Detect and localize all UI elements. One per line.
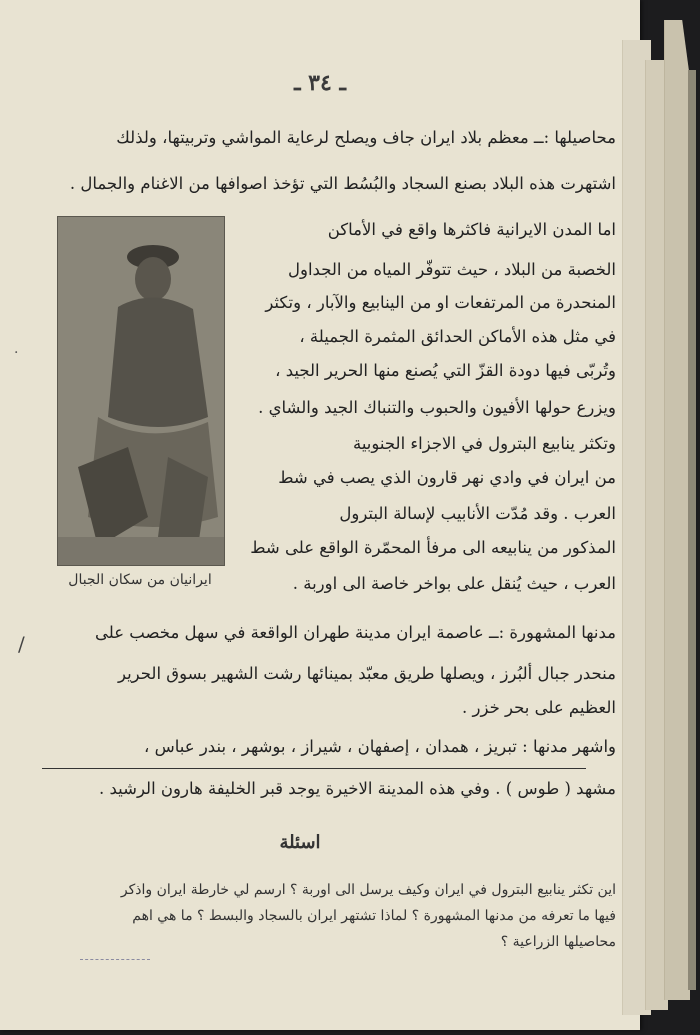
text-line: مشهد ( طوس ) . وفي هذه المدينة الاخيرة يوجد قبر الخليفة هارون الرشيد . [99,779,616,798]
pen-mark: / [18,632,25,656]
pen-dot-mark: · [14,345,19,361]
text-line: الخصبة من البلاد ، حيث تتوفّر المياه من الجداول [288,260,616,279]
photo-caption: ايرانيان من سكان الجبال [68,572,212,588]
photograph-figure [58,217,224,565]
text-line: منحدر جبال ألبُرز ، ويصلها طريق معبّد بمينائها رشت الشهير بسوق الحرير [117,664,616,683]
text-line-harvests-heading: محاصيلها :ــ معظم بلاد ايران جاف ويصلح لرعاية المواشي وتربيتها، ولذلك [116,128,616,147]
text-line: العرب ، حيث يُنقل على بواخر خاصة الى اوربة . [292,574,616,593]
text-line: وتكثر ينابيع البترول في الاجزاء الجنوبية [352,434,616,453]
text-line: ويزرع حولها الأفيون والحبوب والتنباك الجيد والشاي . [258,398,616,417]
page-number: ـ ٣٤ ـ [294,70,346,96]
book-cover-edge [688,70,696,990]
text-line: اشتهرت هذه البلاد بصنع السجاد والبُسُط التي تؤخذ اصوافها من الاغنام والجمال . [69,174,616,193]
text-line: واشهر مدنها : تبريز ، همدان ، إصفهان ، شيراز ، بوشهر ، بندر عباس ، [144,737,616,756]
page-edge [664,20,690,1000]
underline-divider [42,768,586,769]
questions-heading: اسئلة [279,832,321,853]
question-line: محاصيلها الزراعية ؟ [500,934,616,950]
text-line: العرب . وقد مُدّت الأنابيب لإسالة البترول [339,504,616,523]
text-line: وتُربّى فيها دودة القزّ التي يُصنع منها الحرير الجيد ، [275,361,616,380]
text-line: المنحدرة من المرتفعات او من الينابيع والآبار ، وتكثر [265,293,616,312]
text-line: من ايران في وادي نهر قارون الذي يصب في شط [278,468,616,487]
question-line: اين تكثر ينابيع البترول في ايران وكيف يرسل الى اوربة ؟ ارسم لي خارطة ايران واذكر [120,882,616,898]
text-line: العظيم على بحر خزر . [462,698,616,717]
pencil-mark [80,959,150,960]
question-line: فيها ما تعرفه من مدنها المشهورة ؟ لماذا تشتهر ايران بالسجاد والبسط ؟ ما هي اهم [132,908,616,924]
photograph [57,216,225,566]
text-line: المذكور من ينابيعه الى مرفأ المحمّرة الواقع على شط [250,538,616,557]
text-line: اما المدن الايرانية فاكثرها واقع في الأماكن [327,220,616,239]
text-line-cities-heading: مدنها المشهورة :ــ عاصمة ايران مدينة طهران الواقعة في سهل مخصب على [94,623,616,642]
text-line: في مثل هذه الأماكن الحدائق المثمرة الجميلة ، [299,327,616,346]
